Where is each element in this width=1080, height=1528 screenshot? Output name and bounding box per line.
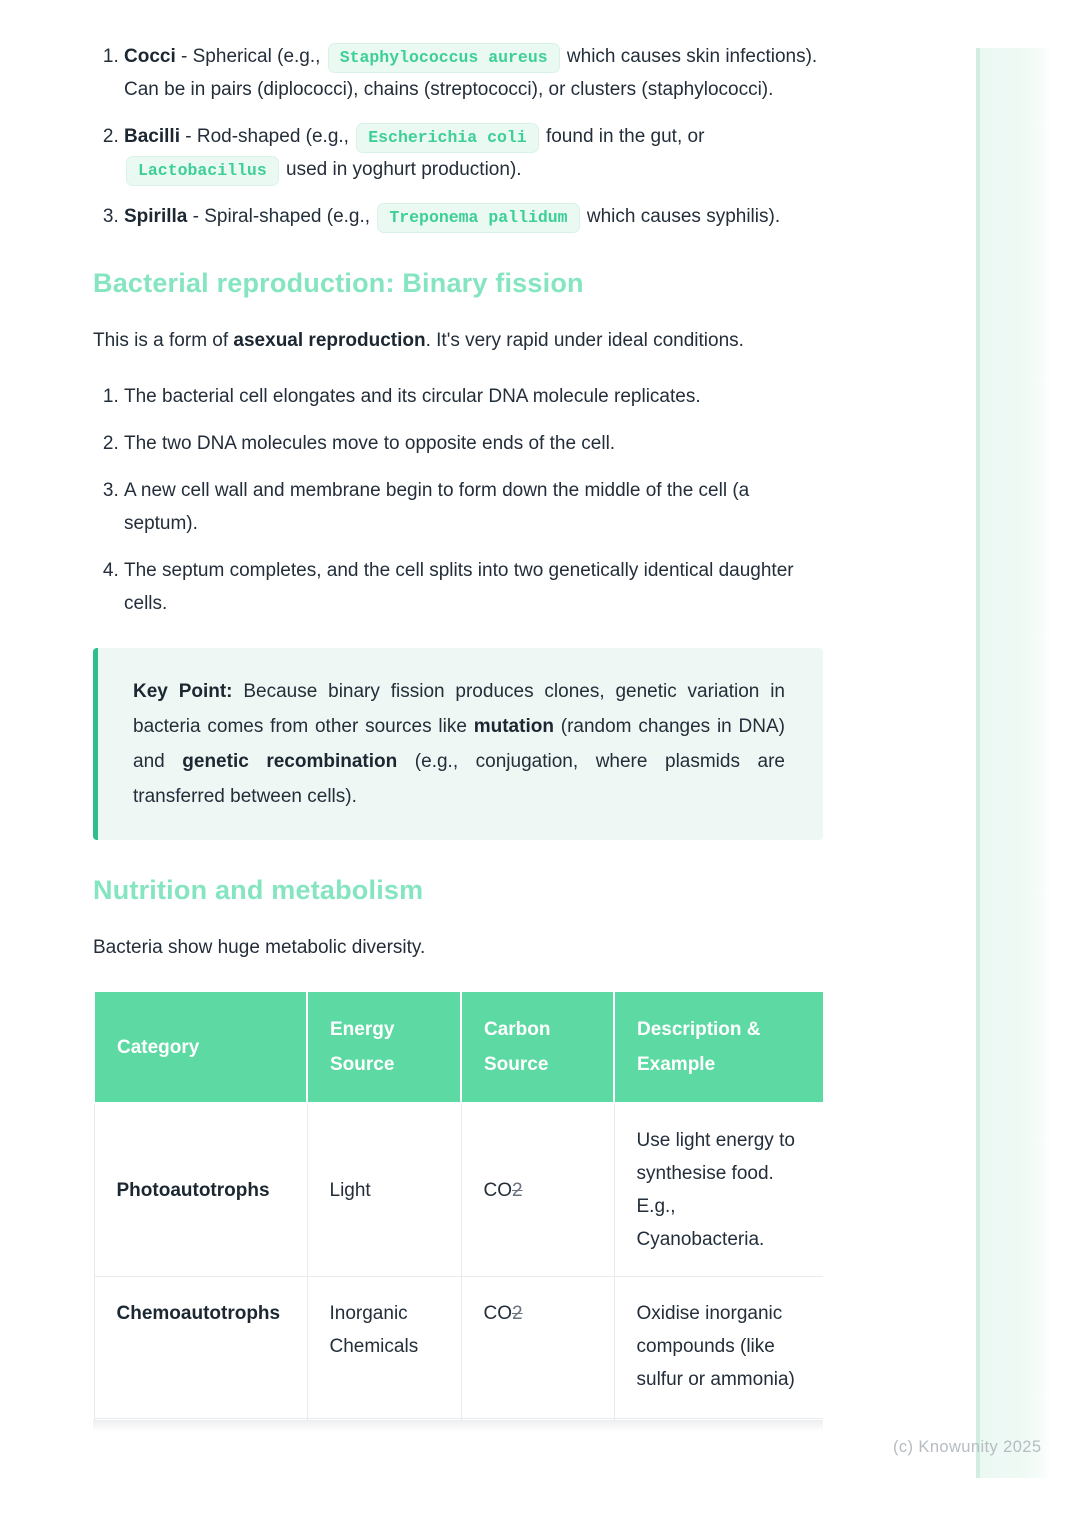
text-run: CO — [483, 1179, 512, 1201]
table-cell — [94, 1277, 307, 1419]
text-run: which causes skin infections). Can be in pairs (diplococci), chains (streptococci), or clusters (staphylococci). — [124, 46, 818, 100]
table-cell — [94, 1103, 307, 1277]
bold-text: Spirilla — [124, 206, 188, 227]
list-item — [124, 200, 823, 233]
inline-code-badge: Lactobacillus — [126, 156, 279, 186]
table-cell — [461, 1103, 614, 1277]
inline-code-badge: Treponema pallidum — [377, 203, 579, 233]
list-item: 2. The two DNA molecules move to opposite ends of the cell. — [124, 427, 823, 460]
table-cell — [94, 1419, 307, 1421]
table-cell — [614, 1419, 823, 1421]
table-header-cell: Description & Example — [614, 992, 823, 1103]
list-item — [124, 40, 823, 106]
nutrition-table-container — [93, 992, 823, 1420]
text-run: used in yoghurt production). — [280, 159, 522, 180]
page-edge-strip — [976, 48, 1050, 1478]
text-run: CO — [483, 1303, 512, 1324]
nutrition-table — [93, 992, 823, 1420]
binary-fission-heading: Bacterial reproduction: Binary fission — [93, 268, 584, 298]
binary-fission-steps — [93, 380, 823, 620]
text-run: - Rod-shaped (e.g., — [179, 126, 355, 147]
table-cell — [307, 1419, 461, 1421]
page-bottom-fade — [93, 1420, 823, 1432]
table-cell — [461, 1277, 614, 1419]
text-run: Light — [329, 1179, 371, 1201]
table-cell — [614, 1277, 823, 1419]
text-run: Oxidise inorganic compounds (like sulfur or ammonia) — [636, 1303, 795, 1390]
list-item: 4. The septum completes, and the cell splits into two genetically identical daughter cells. — [124, 554, 823, 620]
bold-text: genetic recombination — [182, 751, 398, 772]
text-run: found in the gut, or — [540, 126, 705, 147]
list-item — [124, 120, 823, 186]
text-run: This is a form of — [93, 330, 234, 351]
text-run: Inorganic Chemicals — [329, 1303, 419, 1357]
text-run: Because binary fission produces clones, genetic variation in bacteria comes from other sources like — [133, 681, 785, 737]
bold-text: mutation — [473, 716, 554, 737]
list-item: 3. A new cell wall and membrane begin to form down the middle of the cell (a septum). — [124, 474, 823, 540]
copyright-watermark: (c) Knowunity 2025 — [893, 1438, 1042, 1456]
table-cell — [307, 1103, 461, 1277]
nutrition-heading: Nutrition and metabolism — [93, 875, 424, 905]
inline-code-badge: Staphylococcus aureus — [328, 43, 560, 73]
table-header-cell: Category — [94, 992, 307, 1103]
table-cell — [461, 1419, 614, 1421]
table-header-cell: Energy Source — [307, 992, 461, 1103]
bold-text: asexual reproduction — [233, 330, 426, 351]
list-item: 1. The bacterial cell elongates and its circular DNA molecule replicates. — [124, 380, 823, 413]
page-content — [93, 40, 823, 1432]
text-run: (e.g., conjugation, where plasmids are transferred between cells). — [133, 751, 785, 807]
bold-text: Photoautotrophs — [116, 1179, 270, 1201]
text-run: - Spherical (e.g., — [175, 46, 326, 67]
key-point-callout — [93, 648, 823, 840]
text-run: which causes syphilis). — [581, 206, 781, 227]
table-cell — [307, 1277, 461, 1419]
table-row — [94, 1103, 823, 1277]
bold-text: Bacilli — [124, 126, 180, 147]
table-header-row — [94, 992, 823, 1103]
bold-text: Chemoautotrophs — [116, 1303, 281, 1324]
key-point-text — [133, 674, 785, 814]
inline-code-badge: Escherichia coli — [356, 123, 538, 153]
text-run: (random changes in DNA) and — [133, 716, 785, 772]
text-run: . It's very rapid under ideal conditions. — [425, 330, 744, 351]
table-cell — [614, 1103, 823, 1277]
binary-fission-intro — [93, 324, 823, 357]
table-header-cell: Carbon Source — [461, 992, 614, 1103]
text-run: Use light energy to synthesise food. E.g., Cyanobacteria. — [636, 1130, 795, 1250]
nutrition-intro: Bacteria show huge metabolic diversity. — [93, 937, 426, 958]
bold-text: Key Point: — [133, 681, 233, 702]
text-run: - Spiral-shaped (e.g., — [187, 206, 376, 227]
strikethrough-text: 2 — [512, 1179, 523, 1201]
table-row — [94, 1277, 823, 1419]
bacteria-shapes-list — [93, 40, 823, 233]
table-row-clipped — [94, 1419, 823, 1421]
bold-text: Cocci — [124, 46, 176, 67]
strikethrough-text: 2 — [512, 1303, 523, 1324]
